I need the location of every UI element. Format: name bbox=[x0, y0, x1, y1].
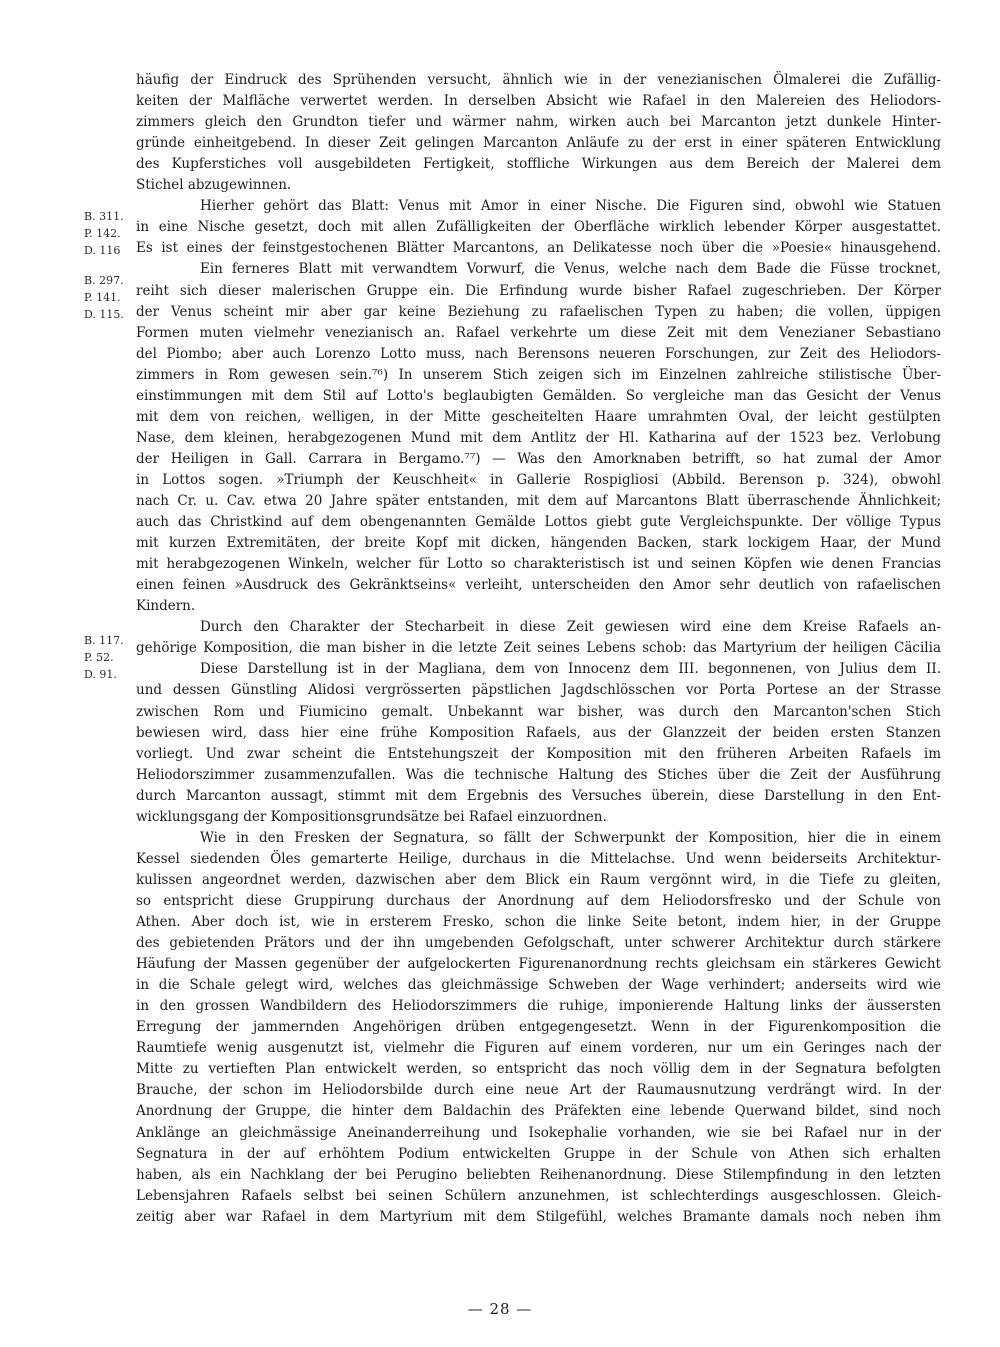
margin-note bbox=[84, 272, 134, 323]
text-line: zimmers gleich den Grundton tiefer und wärmer nahm, wirken auch bei Marcanton jetzt dunkele Hinter- bbox=[136, 114, 941, 131]
text-line: Ein ferneres Blatt mit verwandtem Vorwurf, die Venus, welche nach dem Bade die Füsse trocknet, bbox=[200, 261, 941, 278]
text-line: mit dem von reichen, welligen, in der Mitte gescheitelten Haare umrahmten Oval, der leicht gestülpten bbox=[136, 408, 941, 425]
text-line: Mitte zu vertieften Plan entwickelt werden, so entspricht das noch völlig dem in der Segnatura befolgten bbox=[136, 1061, 941, 1078]
text-line: durch Marcanton aussagt, stimmt mit dem Ergebnis des Versuches überein, diese Darstellung in den Ent- bbox=[136, 787, 941, 804]
text-line: in Lottos sogen. »Triumph der Keuschheit« in Gallerie Rospigliosi (Abbild. Berenson p. 324), obwohl bbox=[136, 471, 941, 488]
text-line: Brauche, der schon im Heliodorsbilde durch eine neue Art der Raumausnutzung verdrängt wird. In der bbox=[136, 1082, 941, 1099]
margin-note-line: B. 117. bbox=[84, 634, 124, 647]
text-line: Heliodorszimmer zusammenzufallen. Was die technische Haltung des Stiches über die Zeit der Ausführung bbox=[136, 766, 941, 783]
text-line: Durch den Charakter der Stecharbeit in diese Zeit gewiesen wird eine dem Kreise Rafaels an- bbox=[200, 619, 941, 636]
text-line: keiten der Malfläche verwertet werden. In derselben Absicht wie Rafael in den Malereien des Heliodors- bbox=[136, 93, 941, 110]
text-line: Erregung der jammernden Angehörigen drüben entgegengesetzt. Wenn in der Figurenkomposition die bbox=[136, 1019, 941, 1036]
text-line: Segnatura in der auf erhöhtem Podium entwickelten Gruppe in der Schule von Athen sich erhalten bbox=[136, 1145, 941, 1162]
text-line: des gebietenden Prätors und der ihn umgebenden Gefolgschaft, unter schwerer Architektur durch stärkere bbox=[136, 935, 941, 952]
text-line: und dessen Günstling Alidosi vergrösserten päpstlichen Jagdschlösschen vor Porta Portese an der Strasse bbox=[136, 682, 941, 699]
text-line: Anordnung der Gruppe, die hinter dem Baldachin des Präfekten eine lebende Querwand bildet, sind noch bbox=[136, 1103, 941, 1120]
text-line: Stichel abzugewinnen. bbox=[136, 177, 292, 194]
margin-note-line: P. 52. bbox=[84, 651, 114, 664]
text-line: häufig der Eindruck des Sprühenden versucht, ähnlich wie in der venezianischen Ölmalerei die Zufällig- bbox=[136, 72, 941, 88]
text-line: einen feinen »Ausdruck des Gekränktseins« verleiht, unterscheiden den Amor sehr deutlich von rafaelischen bbox=[136, 577, 941, 594]
margin-note bbox=[84, 208, 134, 259]
text-line: Raumtiefe wenig ausgenutzt ist, vielmehr die Figuren auf einem vorderen, nur um ein Geringes nach der bbox=[136, 1040, 941, 1057]
text-line: Lebensjahren Rafaels selbst bei seinen Schülern anzunehmen, ist schlechterdings ausgeschlossen. Gleich- bbox=[136, 1187, 941, 1204]
margin-note-line: B. 311. bbox=[84, 210, 124, 223]
text-line: der Venus scheint mir aber gar keine Beziehung zu rafaelischen Typen zu haben; die vollen, üppigen bbox=[136, 303, 941, 320]
text-line: zwischen Rom und Fiumicino gemalt. Unbekannt war bisher, was durch den Marcanton'schen Stich bbox=[136, 703, 941, 720]
text-line: del Piombo; aber auch Lorenzo Lotto muss, nach Berensons neueren Forschungen, zur Zeit des Heliodors- bbox=[136, 345, 941, 362]
margin-note-line: P. 142. bbox=[84, 227, 121, 240]
margin-note-line: D. 115. bbox=[84, 308, 124, 321]
text-line: des Kupferstiches voll ausgebildeten Fertigkeit, stoffliche Wirkungen aus dem Bereich der Malerei dem bbox=[136, 156, 941, 173]
text-line: mit herabgezogenen Winkeln, welcher für Lotto so charakteristisch ist und seinen Köpfen wie denen Francias bbox=[136, 556, 941, 573]
text-line: gründe einheitgebend. In dieser Zeit gelingen Marcanton Anläufe zu der erst in einer späteren Entwicklung bbox=[136, 135, 941, 152]
text-line: auch das Christkind auf dem obengenannten Gemälde Lottos giebt gute Vergleichspunkte. Der völlige Typus bbox=[136, 514, 941, 531]
text-line: Es ist eines der feinstgestochenen Blätter Marcantons, an Delikatesse noch über die »Poesie« hinausgehend. bbox=[136, 240, 941, 257]
margin-note-line: D. 91. bbox=[84, 668, 117, 681]
text-line: kulissen angeordnet werden, dazwischen aber dem Blick ein Raum vergönnt wird, in die Tiefe zu gleiten, bbox=[136, 871, 941, 888]
text-line: Formen muten vielmehr venezianisch an. Rafael verkehrte um diese Zeit mit dem Venezianer Sebastiano bbox=[136, 324, 941, 341]
text-line: mit kurzen Extremitäten, der breite Kopf mit dicken, hängenden Backen, stark lockigem Haar, der Mund bbox=[136, 535, 941, 552]
text-line: zimmers in Rom gewesen sein.⁷⁶) In unserem Stich zeigen sich im Einzelnen zahlreiche stilistische Über- bbox=[136, 366, 941, 383]
page-number: — 28 — bbox=[467, 1300, 533, 1318]
text-line: Athen. Aber doch ist, wie in ersterem Fresko, schon die linke Seite betont, indem hier, in der Gruppe bbox=[136, 914, 941, 930]
text-line: Nase, dem kleinen, herabgezogenen Mund mit dem Antlitz der Hl. Katharina auf der 1523 bez. Verlobung bbox=[136, 429, 941, 446]
text-line: Häufung der Massen gegenüber der aufgelockerten Figurenanordnung rechts gleichsam ein stärkeres Gewicht bbox=[136, 956, 941, 973]
margin-note-line: D. 116 bbox=[84, 244, 121, 257]
text-line: nach Cr. u. Cav. etwa 20 Jahre später entstanden, mit dem auf Marcantons Blatt überraschende Ähnlichkeit; bbox=[136, 493, 941, 509]
text-line: Kindern. bbox=[136, 598, 196, 615]
text-line: vorliegt. Und zwar scheint die Entstehungszeit der Komposition mit den früheren Arbeiten Rafaels im bbox=[136, 745, 941, 762]
margin-note bbox=[84, 632, 134, 683]
text-line: gehörige Komposition, die man bisher in die letzte Zeit seines Lebens schob: das Martyrium der heiligen Cäcilia bbox=[136, 640, 941, 657]
margin-note-line: B. 297. bbox=[84, 274, 124, 287]
text-line: in die Schale gelegt wird, welches das gleichmässige Schweben der Wage verhindert; anderseits wird wie bbox=[136, 977, 941, 994]
text-line: reiht sich dieser malerischen Gruppe ein. Die Erfindung wurde bisher Rafael zugeschrieben. Der Körper bbox=[136, 282, 941, 299]
text-line: der Heiligen in Gall. Carrara in Bergamo.⁷⁷) — Was den Amorknaben betrifft, so hat zumal der Amor bbox=[136, 450, 941, 467]
text-line: haben, als ein Nachklang der bei Perugino beliebten Reihenanordnung. Diese Stilempfindung in den letzten bbox=[136, 1166, 941, 1183]
text-line: einstimmungen mit dem Stil auf Lotto's beglaubigten Gemälden. So vergleiche man das Gesicht der Venus bbox=[136, 387, 941, 404]
text-line: in den grossen Wandbildern des Heliodorszimmers die ruhige, imponierende Haltung links der äussersten bbox=[136, 998, 941, 1015]
text-line: Wie in den Fresken der Segnatura, so fällt der Schwerpunkt der Komposition, hier die in einem bbox=[200, 829, 941, 846]
text-line: zeitig aber war Rafael in dem Martyrium mit dem Stilgefühl, welches Bramante damals noch neben ihm bbox=[136, 1208, 941, 1225]
text-line: wicklungsgang der Kompositionsgrundsätze bei Rafael einzuordnen. bbox=[136, 808, 607, 825]
text-line: Hierher gehört das Blatt: Venus mit Amor in einer Nische. Die Figuren sind, obwohl wie Statuen bbox=[200, 198, 941, 215]
text-line: in eine Nische gesetzt, doch mit allen Zufälligkeiten der Oberfläche wirklich lebender Körper ausgestattet. bbox=[136, 219, 941, 236]
text-line: Anklänge an gleichmässige Aneinanderreihung und Isokephalie vorhanden, wie sie bei Rafael nur in der bbox=[136, 1124, 941, 1141]
text-line: bewiesen wird, dass hier eine frühe Komposition Rafaels, aus der Glanzzeit der beiden ersten Stanzen bbox=[136, 724, 941, 741]
text-line: Kessel siedenden Öles gemarterte Heilige, durchaus in die Mittelachse. Und wenn beiderseits Architektur- bbox=[136, 850, 941, 867]
margin-note-line: P. 141. bbox=[84, 291, 121, 304]
text-line: Diese Darstellung ist in der Magliana, dem von Innocenz dem III. begonnenen, von Julius dem II. bbox=[200, 661, 941, 678]
text-line: so entspricht diese Gruppirung durchaus der Anordnung auf dem Heliodorsfresko und der Schule von bbox=[136, 892, 941, 909]
